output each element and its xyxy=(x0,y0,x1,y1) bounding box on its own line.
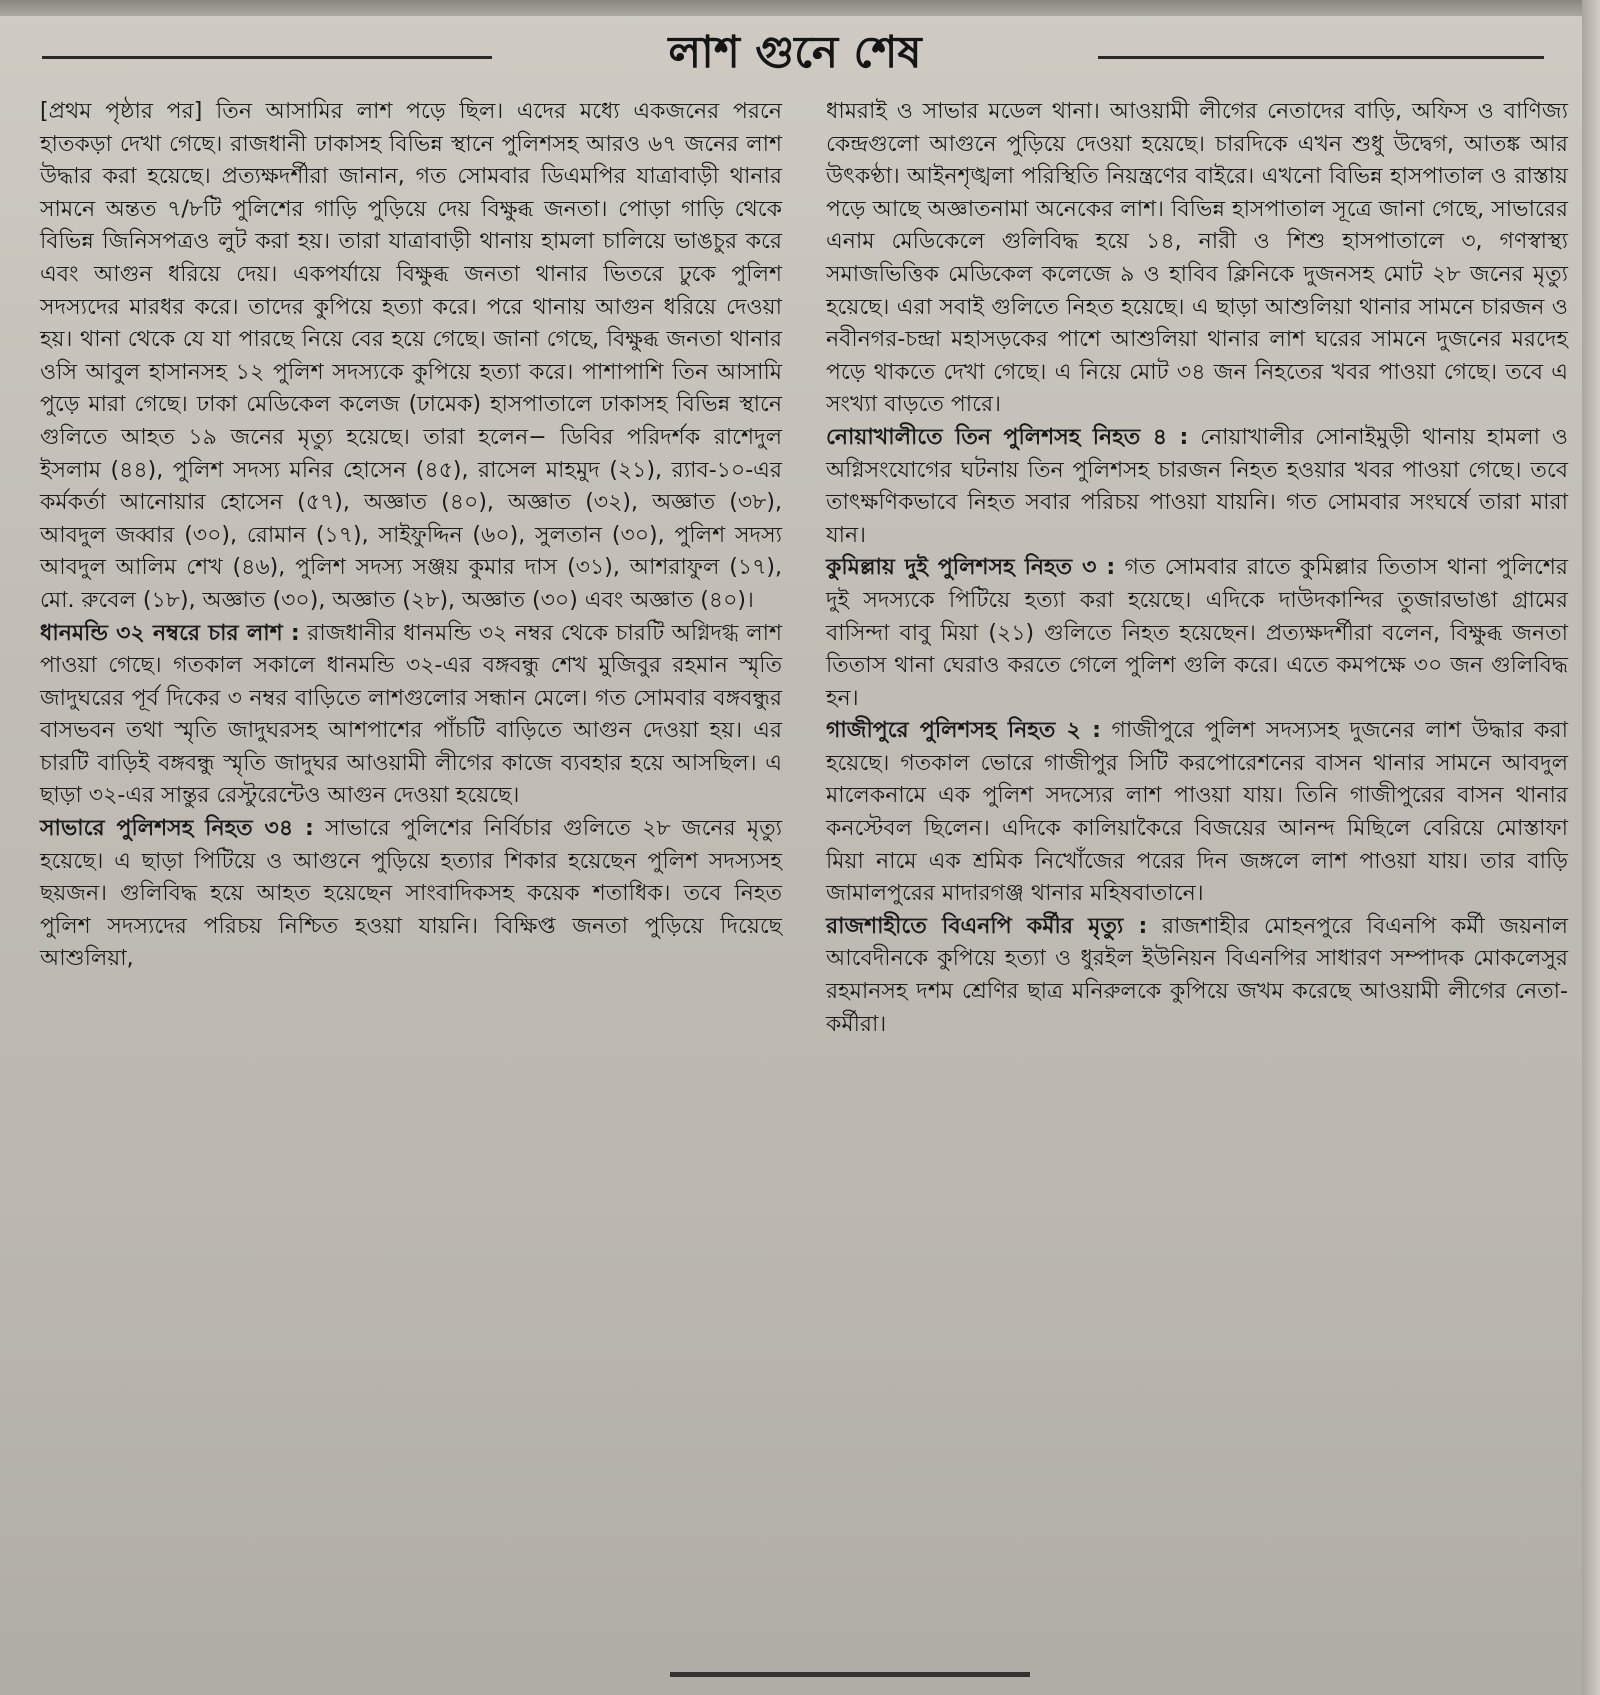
paragraph-text: রাজধানীর ধানমন্ডি ৩২ নম্বর থেকে চারটি অগ্নিদগ্ধ লাশ পাওয়া গেছে। গতকাল সকালে ধানমন্ডি ৩২-এর বঙ্গবন্ধু শেখ মুজিবুর রহমান স্মৃতি জাদুঘরের পূর্ব দিকের ৩ নম্বর বাড়িতে লাশগুলোর সন্ধান মেলে। গত সোমবার বঙ্গবন্ধুর বাসভবন তথা স্মৃতি জাদুঘরসহ আশপাশের পাঁচটি বাড়িতে আগুন দেওয়া হয়। এর চারটি বাড়িই বঙ্গবন্ধু স্মৃতি জাদুঘর আওয়ামী লীগের কাজে ব্যবহার হয়ে আসছিল। এ ছাড়া ৩২-এর সান্তুর রেস্টুরেন্টেও আগুন দেওয়া হয়েছে। xyxy=(40,620,783,809)
paragraph-text: সাভারে পুলিশের নির্বিচার গুলিতে ২৮ জনের মৃত্যু হয়েছে। এ ছাড়া পিটিয়ে ও আগুনে পুড়িয়ে হত্যার শিকার হয়েছেন পুলিশ সদস্যসহ ছয়জন। গুলিবিদ্ধ হয়ে আহত হয়েছেন সাংবাদিকসহ কয়েক শতাধিক। তবে নিহত পুলিশ সদস্যদের পরিচয় নিশ্চিত হওয়া যায়নি। বিক্ষিপ্ত জনতা পুড়িয়ে দিয়েছে আশুলিয়া, xyxy=(40,816,782,972)
bottom-rule-fragment xyxy=(670,1672,1030,1695)
subheading: কুমিল্লায় দুই পুলিশসহ নিহত ৩ : xyxy=(826,555,1116,581)
subheading: ধানমন্ডি ৩২ নম্বরে চার লাশ : xyxy=(40,620,300,646)
headline-rule-left xyxy=(42,56,492,59)
paragraph-text: [প্রথম পৃষ্ঠার পর] তিন আসামির লাশ পড়ে ছিল। এদের মধ্যে একজনের পরনে হাতকড়া দেখা গেছে। রাজধানী ঢাকাসহ বিভিন্ন স্থানে পুলিশসহ আরও ৬৭ জনের লাশ উদ্ধার করা হয়েছে। প্রত্যক্ষদর্শীরা জানান, গত সোমবার ডিএমপির যাত্রাবাড়ী থানার সামনে অন্তত ৭/৮টি পুলিশের গাড়ি পুড়িয়ে দেয় বিক্ষুব্ধ জনতা। পোড়া গাড়ি থেকে বিভিন্ন জিনিসপত্রও লুট করা হয়। তারা যাত্রাবাড়ী থানায় হামলা চালিয়ে ভাঙচুর করে এবং আগুন ধরিয়ে দেয়। একপর্যায়ে বিক্ষুব্ধ জনতা থানার ভিতরে ঢুকে পুলিশ সদস্যদের মারধর করে। তাদের কুপিয়ে হত্যা করে। পরে থানায় আগুন ধরিয়ে দেওয়া হয়। থানা থেকে যে যা পারছে নিয়ে বের হয়ে গেছে। জানা গেছে, বিক্ষুব্ধ জনতা থানার ওসি আবুল হাসানসহ ১২ পুলিশ সদস্যকে কুপিয়ে হত্যা করে। পাশাপাশি তিন আসামি পুড়ে মারা গেছে। ঢাকা মেডিকেল কলেজ (ঢামেক) হাসপাতালে ঢাকাসহ বিভিন্ন স্থানে গুলিতে আহত ১৯ জনের মৃত্যু হয়েছে। তারা হলেন− ডিবির পরিদর্শক রাশেদুল ইসলাম (৪৪), পুলিশ সদস্য মনির হোসেন (৪৫), রাসেল মাহমুদ (২১), র‌্যাব-১০-এর কর্মকর্তা আনোয়ার হোসেন (৫৭), অজ্ঞাত (৪০), অজ্ঞাত (৩২), অজ্ঞাত (৩৮), আবদুল জব্বার (৩০), রোমান (১৭), সাইফুদ্দিন (৬০), সুলতান (৩০), পুলিশ সদস্য আবদুল আলিম শেখ (৪৬), পুলিশ সদস্য সঞ্জয় কুমার দাস (৩১), আশরাফুল (১৭), মো. রুবেল (১৮), অজ্ঞাত (৩০), অজ্ঞাত (২৮), অজ্ঞাত (৩০) এবং অজ্ঞাত (৪০)। xyxy=(40,99,782,613)
headline: লাশ গুনে শেষ xyxy=(668,27,922,78)
paragraph-text: গাজীপুরে পুলিশ সদস্যসহ দুজনের লাশ উদ্ধার করা হয়েছে। গতকাল ভোরে গাজীপুর সিটি করপোরেশনের বাসন থানার সামনে আবদুল মালেকনামে এক পুলিশ সদস্যের লাশ পাওয়া যায়। তিনি গাজীপুরের বাসন থানার কনস্টেবল ছিলেন। এদিকে কালিয়াকৈরে বিজয়ের আনন্দ মিছিলে বেরিয়ে মোস্তাফা মিয়া নামে এক শ্রমিক নিখোঁজের পরের দিন জঙ্গলে লাশ পাওয়া যায়। তার বাড়ি জামালপুরের মাদারগঞ্জ থানার মহিষবাতানে। xyxy=(826,718,1569,907)
article-paragraph xyxy=(40,618,782,814)
article-paragraph xyxy=(826,715,1568,911)
article-paragraph xyxy=(40,96,782,618)
subheading: গাজীপুরে পুলিশসহ নিহত ২ : xyxy=(826,718,1101,744)
paragraph-text: ধামরাই ও সাভার মডেল থানা। আওয়ামী লীগের নেতাদের বাড়ি, অফিস ও বাণিজ্য কেন্দ্রগুলো আগুনে পুড়িয়ে দেওয়া হয়েছে। চারদিকে এখন শুধু উদ্বেগ, আতঙ্ক আর উৎকণ্ঠা। আইনশৃঙ্খলা পরিস্থিতি নিয়ন্ত্রণের বাইরে। এখনো বিভিন্ন হাসপাতাল ও রাস্তায় পড়ে আছে অজ্ঞাতনামা অনেকের লাশ। বিভিন্ন হাসপাতাল সূত্রে জানা গেছে, সাভারের এনাম মেডিকেলে গুলিবিদ্ধ হয়ে ১৪, নারী ও শিশু হাসপাতালে ৩, গণস্বাস্থ্য সমাজভিত্তিক মেডিকেল কলেজে ৯ ও হাবিব ক্লিনিকে দুজনসহ মোট ২৮ জনের মৃত্যু হয়েছে। এরা সবাই গুলিতে নিহত হয়েছে। এ ছাড়া আশুলিয়া থানার সামনে চারজন ও নবীনগর-চন্দ্রা মহাসড়কের পাশে আশুলিয়া থানার লাশ ঘরের সামনে দুজনের মরদেহ পড়ে থাকতে দেখা গেছে। এ নিয়ে মোট ৩৪ জন নিহতের খবর পাওয়া গেছে। তবে এ সংখ্যা বাড়তে পারে। xyxy=(826,99,1568,418)
paragraph-text: রাজশাহীর মোহনপুরে বিএনপি কর্মী জয়নাল আবেদীনকে কুপিয়ে হত্যা ও ধুরইল ইউনিয়ন বিএনপির সাধারণ সম্পাদক মোকলেসুর রহমানসহ দশম শ্রেণির ছাত্র মনিরুলকে কুপিয়ে জখম করেছে আওয়ামী লীগের নেতা-কর্মীরা। xyxy=(826,913,1568,1037)
top-page-strip xyxy=(0,0,1600,16)
article-paragraph xyxy=(826,422,1568,552)
subheading: রাজশাহীতে বিএনপি কর্মীর মৃত্যু : xyxy=(826,913,1148,939)
paragraph-text: নোয়াখালীর সোনাইমুড়ী থানায় হামলা ও অগ্নিসংযোগের ঘটনায় তিন পুলিশসহ চারজন নিহত হওয়ার খবর পাওয়া গেছে। তবে তাৎক্ষণিকভাবে নিহত সবার পরিচয় পাওয়া যায়নি। গত সোমবার সংঘর্ষে তারা মারা যান। xyxy=(826,424,1568,548)
right-column xyxy=(826,96,1568,1041)
subheading: নোয়াখালীতে তিন পুলিশসহ নিহত ৪ : xyxy=(826,424,1189,450)
subheading: সাভারে পুলিশসহ নিহত ৩৪ : xyxy=(40,816,314,842)
headline-row xyxy=(0,18,1600,88)
adjacent-page-edge xyxy=(1582,0,1600,1695)
left-column xyxy=(40,96,782,976)
headline-rule-right xyxy=(1098,56,1544,59)
article-paragraph xyxy=(40,813,782,976)
article-paragraph xyxy=(826,552,1568,715)
article-paragraph xyxy=(826,911,1568,1041)
paragraph-text: গত সোমবার রাতে কুমিল্লার তিতাস থানা পুলিশের দুই সদস্যকে পিটিয়ে হত্যা করা হয়েছে। এদিকে দাউদকান্দির তুজারভাঙা গ্রামের বাসিন্দা বাবু মিয়া (২১) গুলিতে নিহত হয়েছেন। প্রত্যক্ষদর্শীরা বলেন, বিক্ষুব্ধ জনতা তিতাস থানা ঘেরাও করতে গেলে পুলিশ গুলি করে। এতে কমপক্ষে ৩০ জন গুলিবিদ্ধ হন। xyxy=(826,555,1568,711)
article-paragraph xyxy=(826,96,1568,422)
